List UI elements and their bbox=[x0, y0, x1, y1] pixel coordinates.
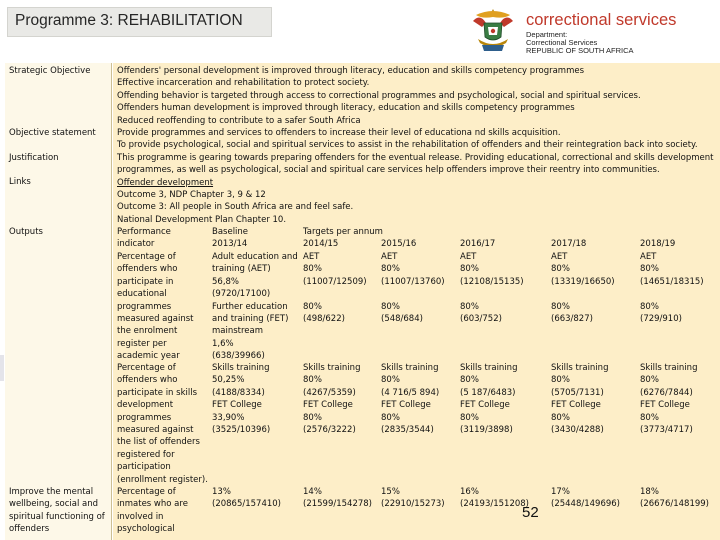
cell-line: measured against bbox=[117, 425, 194, 436]
cell-line: Baseline bbox=[212, 227, 249, 237]
cell-line: FET College bbox=[640, 400, 690, 411]
target-skills bbox=[303, 362, 360, 436]
cell-line: (3119/3898) bbox=[460, 425, 513, 436]
cell-line: (638/39966) bbox=[212, 351, 265, 362]
text-line: This programme is gearing towards preparing offenders for the eventual release. Providing educational, correctional and skills development bbox=[117, 152, 714, 163]
text-line: Outcome 3, NDP Chapter 3, 9 & 12 bbox=[117, 190, 266, 201]
page-number: 52 bbox=[522, 504, 539, 521]
department-lines bbox=[526, 31, 634, 55]
label-column bbox=[5, 63, 112, 540]
target-skills bbox=[551, 362, 608, 436]
cell-line: (13319/16650) bbox=[551, 276, 615, 287]
cell-line: 15% bbox=[381, 487, 400, 497]
year-header: 2015/16 bbox=[381, 239, 417, 249]
cell-line: (26676/148199) bbox=[640, 499, 709, 510]
text-line: To provide psychological, social and spiritual services to assist in the rehabilitation of offenders and their reintegration back into society. bbox=[117, 140, 698, 151]
label-links: Links bbox=[9, 177, 31, 187]
cell-line: Adult education and bbox=[212, 252, 298, 262]
year-header: 2014/15 bbox=[303, 239, 339, 249]
cell-line: FET College bbox=[460, 400, 510, 411]
cell-line: (4 716/5 894) bbox=[381, 387, 440, 398]
cell-line: 80% bbox=[460, 412, 479, 423]
cell-line: Skills training bbox=[460, 363, 518, 373]
cell-line: (25448/149696) bbox=[551, 499, 620, 510]
cell-line: 14% bbox=[303, 487, 322, 497]
cell-line: (4188/8334) bbox=[212, 387, 265, 398]
target-psych bbox=[381, 486, 445, 511]
text-line: Offender development bbox=[117, 177, 214, 188]
cell-line: 80% bbox=[381, 375, 400, 386]
text-line: programmes, as well as psychological, social and spiritual care services help offenders improve their reentry into communities. bbox=[117, 165, 660, 176]
label-improve-line: Improve the mental bbox=[9, 487, 94, 497]
year-header: 2017/18 bbox=[551, 239, 587, 249]
cell-line: (2576/3222) bbox=[303, 425, 356, 436]
cell-line: FET College bbox=[212, 400, 262, 411]
cell-line: the enrolment bbox=[117, 326, 178, 337]
cell-line: 17% bbox=[551, 487, 570, 497]
cell-line: 80% bbox=[303, 412, 322, 423]
cell-line: participate in skills bbox=[117, 387, 198, 398]
target-skills bbox=[460, 362, 517, 436]
cell-line: Skills training bbox=[551, 363, 609, 373]
cell-line: (498/622) bbox=[303, 314, 345, 325]
text-line: Provide programmes and services to offenders to increase their level of educationa nd skills acquisition. bbox=[117, 128, 561, 139]
cell-line: AET bbox=[460, 252, 477, 262]
cell-line bbox=[460, 288, 524, 300]
target-psych bbox=[460, 486, 529, 511]
cell-line: 80% bbox=[640, 301, 659, 312]
cell-line: educational bbox=[117, 289, 167, 300]
cell-line: Skills training bbox=[381, 363, 439, 373]
target-education bbox=[381, 251, 445, 325]
cell-line: academic year bbox=[117, 351, 180, 362]
label-improve-line: wellbeing, social and bbox=[9, 499, 99, 510]
cell-line: 80% bbox=[640, 264, 659, 275]
cell-line: 2013/14 bbox=[212, 239, 248, 250]
dept-line: REPUBLIC OF SOUTH AFRICA bbox=[526, 46, 634, 55]
cell-line: (11007/13760) bbox=[381, 276, 445, 287]
cell-line: 80% bbox=[640, 375, 659, 386]
target-skills bbox=[640, 362, 697, 436]
cell-line: Percentage of bbox=[117, 487, 176, 497]
cell-line: FET College bbox=[381, 400, 431, 411]
text-line: Reduced reoffending to contribute to a safer South Africa bbox=[117, 115, 361, 126]
cell-line: Percentage of bbox=[117, 252, 176, 262]
cell-line: mainstream bbox=[212, 326, 264, 337]
dept-line: Correctional Services bbox=[526, 38, 598, 47]
cell-line bbox=[640, 288, 704, 300]
cell-line: indicator bbox=[117, 239, 155, 250]
cell-line: participate in bbox=[117, 276, 174, 287]
cell-line: (21599/154278) bbox=[303, 499, 372, 510]
label-strategic-objective: Strategic Objective bbox=[9, 66, 91, 76]
cell-line: participation bbox=[117, 462, 171, 473]
cell-line: 80% bbox=[640, 412, 659, 423]
label-objective-statement: Objective statement bbox=[9, 128, 96, 138]
text-line: Offending behavior is targeted through access to correctional programmes and psychological, social and spiritual services. bbox=[117, 90, 641, 101]
target-psych bbox=[640, 486, 709, 511]
target-education bbox=[460, 251, 524, 325]
cell-line: 80% bbox=[381, 264, 400, 275]
target-psych bbox=[551, 486, 620, 511]
cell-line: registered for bbox=[117, 449, 175, 460]
indicator-psychological bbox=[117, 486, 188, 536]
cell-line: 80% bbox=[551, 375, 570, 386]
cell-line: 1,6% bbox=[212, 338, 234, 349]
coat-of-arms-icon bbox=[468, 5, 518, 57]
cell-line: Skills training bbox=[303, 363, 361, 373]
cell-line: 80% bbox=[303, 301, 322, 312]
cell-line: (4267/5359) bbox=[303, 387, 356, 398]
cell-line: 80% bbox=[303, 375, 322, 386]
cell-line: 80% bbox=[381, 412, 400, 423]
cell-line: (3773/4717) bbox=[640, 425, 693, 436]
cell-line: 16% bbox=[460, 487, 479, 497]
cell-line: AET bbox=[551, 252, 568, 262]
logo bbox=[468, 5, 718, 57]
year-header: 2016/17 bbox=[460, 239, 496, 249]
cell-line: programmes bbox=[117, 412, 172, 423]
cell-line: (2835/3544) bbox=[381, 425, 434, 436]
targets-header: Targets per annum bbox=[303, 227, 383, 237]
cell-line bbox=[551, 288, 615, 300]
label-improve bbox=[9, 486, 105, 536]
label-improve-line: spiritual functioning of bbox=[9, 511, 105, 522]
cell-line: and training (FET) bbox=[212, 314, 289, 325]
cell-line: offenders who bbox=[117, 264, 178, 275]
cell-line: 80% bbox=[460, 301, 479, 312]
year-header: 2018/19 bbox=[640, 239, 676, 249]
cell-line: inmates who are bbox=[117, 499, 188, 510]
label-improve-line: offenders bbox=[9, 524, 50, 535]
cell-line: (20865/157410) bbox=[212, 499, 281, 510]
strategic-objective-text bbox=[117, 65, 714, 226]
cell-line: (603/752) bbox=[460, 314, 502, 325]
cell-line: (enrollment register). bbox=[117, 474, 208, 485]
dept-line: Department: bbox=[526, 30, 568, 39]
cell-line: (729/910) bbox=[640, 314, 682, 325]
cell-line: 56,8% bbox=[212, 276, 240, 287]
cell-line: psychological bbox=[117, 524, 175, 535]
cell-line: 80% bbox=[551, 412, 570, 423]
text-line: Offenders human development is improved through literacy, education and skills competency programmes bbox=[117, 103, 575, 114]
cell-line: FET College bbox=[551, 400, 601, 411]
cell-line: 80% bbox=[460, 264, 479, 275]
cell-line: (12108/15135) bbox=[460, 276, 524, 287]
cell-line: (14651/18315) bbox=[640, 276, 704, 287]
label-outputs: Outputs bbox=[9, 227, 43, 237]
cell-line: (5705/7131) bbox=[551, 387, 604, 398]
cell-line: 13% bbox=[212, 487, 231, 497]
cell-line: 50,25% bbox=[212, 375, 245, 386]
target-education bbox=[551, 251, 615, 325]
cell-line: register per bbox=[117, 338, 167, 349]
baseline-skills bbox=[212, 362, 270, 436]
cell-line: 80% bbox=[460, 375, 479, 386]
cell-line: AET bbox=[640, 252, 657, 262]
cell-line: involved in bbox=[117, 511, 164, 522]
cell-line bbox=[303, 288, 367, 300]
baseline-header bbox=[212, 226, 248, 251]
text-line: Effective incarceration and rehabilitation to protect society. bbox=[117, 78, 370, 89]
cell-line: Percentage of bbox=[117, 363, 176, 373]
cell-line: FET College bbox=[303, 400, 353, 411]
side-tab bbox=[0, 355, 4, 381]
text-line: Outcome 3: All people in South Africa are and feel safe. bbox=[117, 202, 354, 213]
cell-line: (9720/17100) bbox=[212, 289, 271, 300]
cell-line: programmes bbox=[117, 301, 172, 312]
cell-line: (24193/151208) bbox=[460, 499, 529, 510]
page-title: Programme 3: REHABILITATION bbox=[7, 7, 272, 37]
cell-line: AET bbox=[381, 252, 398, 262]
cell-line: Performance bbox=[117, 227, 171, 237]
cell-line: (11007/12509) bbox=[303, 276, 367, 287]
cell-line: 33,90% bbox=[212, 412, 245, 423]
indicator-header bbox=[117, 226, 171, 251]
cell-line: 80% bbox=[551, 264, 570, 275]
cell-line: AET bbox=[303, 252, 320, 262]
cell-line: the list of offenders bbox=[117, 437, 200, 448]
brand-name: correctional services bbox=[526, 11, 677, 29]
text-line: National Development Plan Chapter 10. bbox=[117, 214, 287, 225]
indicator-skills bbox=[117, 362, 208, 486]
text-line: Offenders' personal development is improved through literacy, education and skills competency programmes bbox=[117, 66, 585, 76]
cell-line: Skills training bbox=[640, 363, 698, 373]
cell-line: measured against bbox=[117, 314, 194, 325]
cell-line bbox=[381, 288, 445, 300]
baseline-psychological bbox=[212, 486, 281, 511]
target-education bbox=[640, 251, 704, 325]
cell-line: Skills training bbox=[212, 363, 270, 373]
cell-line: training (AET) bbox=[212, 264, 271, 275]
cell-line: (6276/7844) bbox=[640, 387, 693, 398]
target-skills bbox=[381, 362, 439, 436]
baseline-education bbox=[212, 251, 298, 363]
cell-line: 80% bbox=[303, 264, 322, 275]
label-justification: Justification bbox=[9, 153, 59, 163]
cell-line: offenders who bbox=[117, 375, 178, 386]
cell-line: (5 187/6483) bbox=[460, 387, 516, 398]
cell-line: 18% bbox=[640, 487, 659, 497]
cell-line: (3430/4288) bbox=[551, 425, 604, 436]
cell-line: (548/684) bbox=[381, 314, 423, 325]
indicator-education bbox=[117, 251, 194, 363]
cell-line: 80% bbox=[551, 301, 570, 312]
cell-line: (22910/15273) bbox=[381, 499, 445, 510]
target-education bbox=[303, 251, 367, 325]
cell-line: 80% bbox=[381, 301, 400, 312]
target-psych bbox=[303, 486, 372, 511]
cell-line: (3525/10396) bbox=[212, 425, 271, 436]
cell-line: (663/827) bbox=[551, 314, 593, 325]
cell-line: Further education bbox=[212, 301, 288, 312]
cell-line: development bbox=[117, 400, 174, 411]
